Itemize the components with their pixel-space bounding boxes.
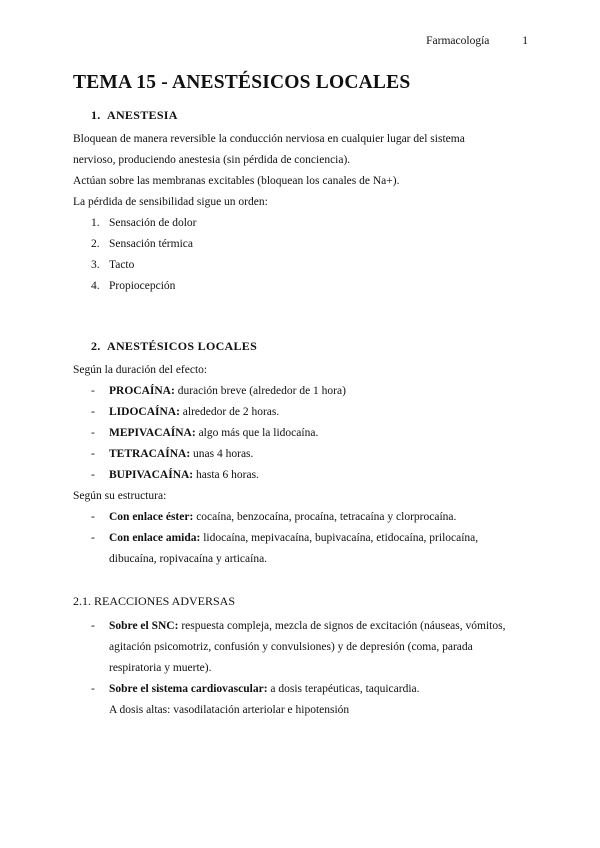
list-item: - Con enlace amida: lidocaína, mepivacaína, bupivacaína, etidocaína, prilocaína, dibucaína, ropivacaína y articaína. (91, 532, 479, 565)
list-number: 4. (91, 280, 100, 292)
list-item: - TETRACAÍNA: unas 4 horas. (91, 448, 254, 460)
list-item: - Sobre el SNC: respuesta compleja, mezcla de signos de excitación (náuseas, vómitos, agitación psicomotriz, confusión y convulsiones) y de depresión (coma, parada respiratoria y muerte). (91, 620, 506, 674)
drug-description: hasta 6 horas. (193, 469, 259, 481)
section-1-heading (91, 108, 543, 123)
drug-description: duración breve (alrededor de 1 hora) (174, 385, 346, 397)
drug-name: TETRACAÍNA: (109, 448, 191, 460)
paragraph: A dosis altas: vasodilatación arteriolar e hipotensión (109, 704, 350, 716)
section-title: ANESTÉSICOS LOCALES (107, 339, 258, 353)
list-item: - PROCAÍNA: duración breve (alrededor de 1 hora) (91, 385, 346, 397)
adverse-reactions-list (73, 616, 543, 700)
document-title: TEMA 15 - ANESTÉSICOS LOCALES (73, 72, 411, 93)
subsection-2-1-heading: 2.1. REACCIONES ADVERSAS (73, 594, 236, 608)
paragraph: nervioso, produciendo anestesia (sin pérdida de conciencia). (73, 154, 351, 166)
structure-list (73, 507, 543, 570)
list-item: - LIDOCAÍNA: alrededor de 2 horas. (91, 406, 280, 418)
list-item: - Con enlace éster: cocaína, benzocaína, procaína, tetracaína y clorprocaína. (91, 511, 457, 523)
list-text: Propiocepción (109, 280, 176, 292)
reaction-system: Sobre el SNC: (109, 620, 179, 632)
list-number: 3. (91, 259, 100, 271)
list-item (73, 276, 543, 297)
section-number: 2. (91, 339, 101, 353)
paragraph: Bloquean de manera reversible la conducción nerviosa en cualquier lugar del sistema (73, 133, 465, 145)
running-header (426, 35, 528, 47)
reaction-description: respuesta compleja, mezcla de signos de excitación (náuseas, vómitos, (178, 620, 506, 632)
drug-name: PROCAÍNA: (109, 385, 175, 397)
list-item (73, 255, 543, 276)
section-title: ANESTESIA (107, 108, 178, 122)
drug-description: alrededor de 2 horas. (179, 406, 280, 418)
page-number: 1 (522, 35, 528, 47)
drug-description: unas 4 horas. (190, 448, 254, 460)
list-number: 2. (91, 238, 100, 250)
drug-name: LIDOCAÍNA: (109, 406, 180, 418)
drug-name: BUPIVACAÍNA: (109, 469, 194, 481)
structure-description-cont: dibucaína, ropivacaína y articaína. (109, 553, 268, 565)
paragraph: Actúan sobre las membranas excitables (bloquean los canales de Na+). (73, 175, 400, 187)
reaction-system: Sobre el sistema cardiovascular: (109, 683, 268, 695)
list-item: - Sobre el sistema cardiovascular: a dosis terapéuticas, taquicardia. (91, 683, 420, 695)
list-item (73, 234, 543, 255)
list-number: 1. (91, 217, 100, 229)
drug-name: MEPIVACAÍNA: (109, 427, 196, 439)
structure-name: Con enlace amida: (109, 532, 201, 544)
paragraph: Según su estructura: (73, 490, 167, 502)
structure-name: Con enlace éster: (109, 511, 194, 523)
header-subject: Farmacología (426, 35, 490, 47)
reaction-description: a dosis terapéuticas, taquicardia. (267, 683, 420, 695)
structure-description: lidocaína, mepivacaína, bupivacaína, etidocaína, prilocaína, (200, 532, 479, 544)
structure-description: cocaína, benzocaína, procaína, tetracaína y clorprocaína. (193, 511, 457, 523)
drug-description: algo más que la lidocaína. (195, 427, 319, 439)
list-item (73, 213, 543, 234)
list-text: Sensación de dolor (109, 217, 197, 229)
reaction-description-cont: respiratoria y muerte). (109, 662, 212, 674)
duration-list (73, 381, 543, 486)
section-2-heading (91, 339, 543, 354)
document-page (73, 72, 543, 721)
paragraph: La pérdida de sensibilidad sigue un orden: (73, 196, 268, 208)
reaction-description-cont: agitación psicomotriz, confusión y convulsiones) y de depresión (coma, parada (109, 641, 473, 653)
section-number: 1. (91, 108, 101, 122)
sensitivity-order-list (73, 213, 543, 297)
list-text: Tacto (109, 259, 135, 271)
list-text: Sensación térmica (109, 238, 193, 250)
paragraph: Según la duración del efecto: (73, 364, 208, 376)
list-item: - BUPIVACAÍNA: hasta 6 horas. (91, 469, 259, 481)
list-item: - MEPIVACAÍNA: algo más que la lidocaína. (91, 427, 319, 439)
